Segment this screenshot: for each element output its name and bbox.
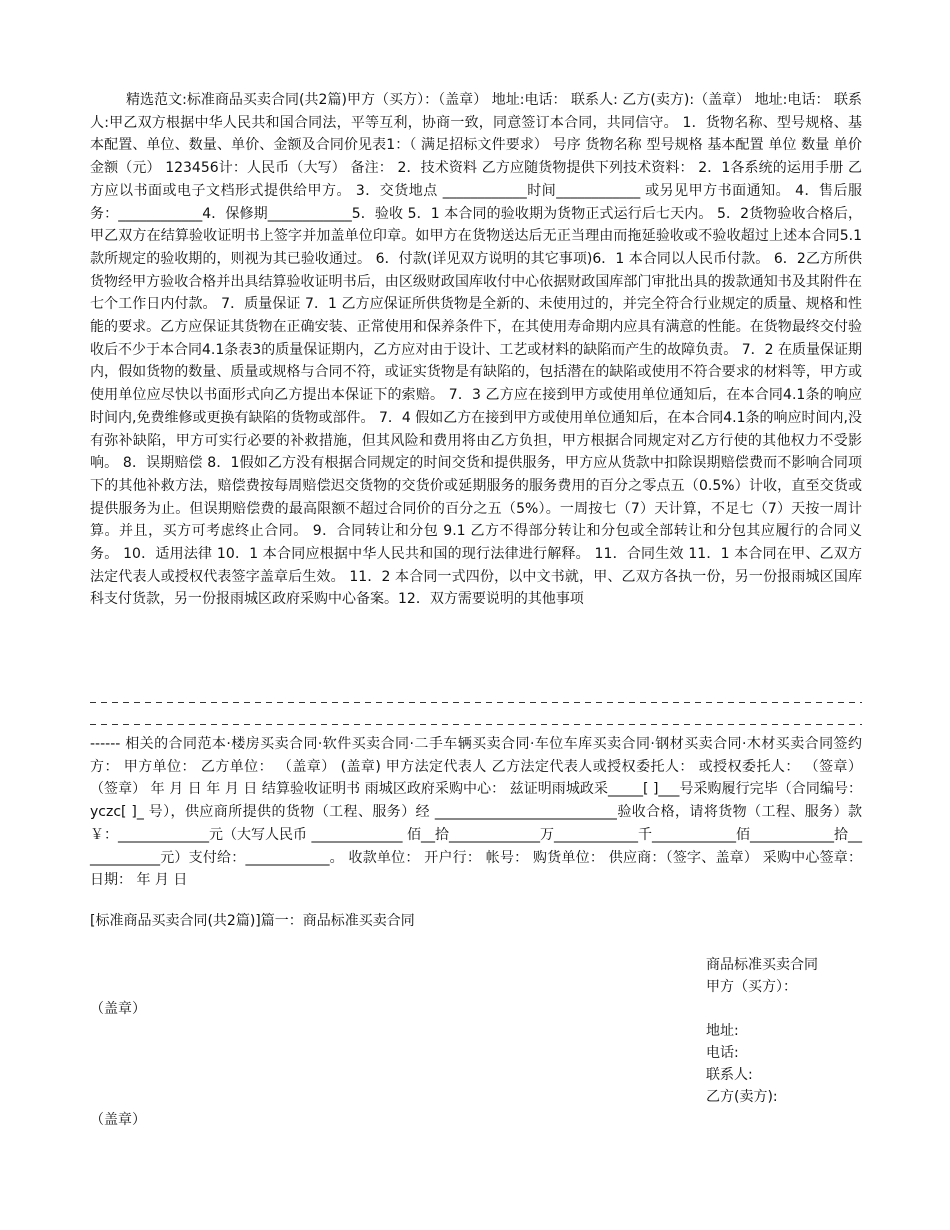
party-b-stamp: （盖章） [90, 1112, 146, 1128]
separator-tail: ------ [90, 736, 121, 752]
related-contracts-content: 相关的合同范本·楼房买卖合同·软件买卖合同·二手车辆买卖合同·车位车库买卖合同·钢材买卖合同·木材买卖合同签约方： 甲方单位： 乙方单位： （盖章） (盖章) 甲方法定代表人 乙方法定代表人或授权委托人： 或授权委托人： （签章） （签章） 年 月 日 年 月 日 结算验收证明书 雨城区政府采购中心： 兹证明雨城政采_____[ ]___号采购履行完毕（合同编号： yczc[ ]_ 号），供应商所提供的货物（工程、服务）经 __________________________验收合格，请将货物（工程、服务）款￥：_____________元（大写人民币 _____________ 佰__拾_____________万____________千____________佰____________拾____________元）支付给：____________。 收款单位： 开户行： 帐号： 购货单位： 供应商：（签字、盖章） 采购中心签章： 日期： 年 月 日 [90, 736, 862, 889]
dashed-separator-1 [90, 701, 862, 705]
dashed-separator-2 [90, 723, 862, 727]
party-a-stamp: （盖章） [90, 1001, 146, 1017]
article-title: [标准商品买卖合同(共2篇)]篇一：商品标准买卖合同 [90, 913, 415, 929]
contract-header-title: 商品标准买卖合同 [706, 957, 818, 973]
contact-label: 联系人: [706, 1067, 753, 1083]
party-b-label: 乙方(卖方): [706, 1089, 778, 1105]
address-label: 地址: [706, 1023, 739, 1039]
phone-label: 电话: [706, 1045, 739, 1061]
contract-body-text: 精选范文:标准商品买卖合同(共2篇)甲方（买方）：（盖章） 地址:电话： 联系人: 乙方(卖方):（盖章） 地址:电话： 联系人:甲乙双方根据中华人民共和国合同法，平等互利，协商一致，同意签订本合同，共同信守。 1．货物名称、型号规格、基本配置、单位、数量、单价、金额及合同价见表1：（ 满足招标文件要求） 号序 货物名称 型号规格 基本配置 单位 数量 单价 金额（元） 123456计：人民币（大写） 备注： 2．技术资料 乙方应随货物提供下列技术资料： 2．1各系统的运用手册 乙方应以书面或电子文档形式提供给甲方。 3．交货地点 ____________时间____________ 或另见甲方书面通知。 4．售后服务：____________4．保修期____________5．验收 5．1 本合同的验收期为货物正式运行后七天内。 5．2货物验收合格后，甲乙双方在结算验收证明书上签字并加盖单位印章。如甲方在货物送达后无正当理由而拖延验收或不验收超过上述本合同5.1款所规定的验收期的，则视为其已验收通过。 6．付款(详见双方说明的其它事项)6．1 本合同以人民币付款。 6．2乙方所供货物经甲方验收合格并出具结算验收证明书后，由区级财政国库收付中心依据财政国库部门审批出具的拨款通知书及其附件在七个工作日内付款。 7．质量保证 7．1 乙方应保证所供货物是全新的、未使用过的，并完全符合行业规定的质量、规格和性能的要求。乙方应保证其货物在正确安装、正常使用和保养条件下，在其使用寿命期内应具有满意的性能。在货物最终交付验收后不少于本合同4.1条表3的质量保证期内，乙方应对由于设计、工艺或材料的缺陷而产生的故障负责。 7．2 在质量保证期内，假如货物的数量、质量或规格与合同不符，或证实货物是有缺陷的，包括潜在的缺陷或使用不符合要求的材料等，甲方或使用单位应尽快以书面形式向乙方提出本保证下的索赔。 7．3 乙方应在接到甲方或使用单位通知后，在本合同4.1条的响应时间内,免费维修或更换有缺陷的货物或部件。 7．4 假如乙方在接到甲方或使用单位通知后，在本合同4.1条的响应时间内,没有弥补缺陷，甲方可实行必要的补救措施，但其风险和费用将由乙方负担，甲方根据合同规定对乙方行使的其他权力不受影响。 8．误期赔偿 8．1假如乙方没有根据合同规定的时间交货和提供服务，甲方应从货款中扣除误期赔偿费而不影响合同项下的其他补救方法，赔偿费按每周赔偿迟交货物的交货价或延期服务的服务费用的百分之零点五（0.5%）计收，直至交货或提供服务为止。但误期赔偿费的最高限额不超过合同价的百分之五（5%）。一周按七（7）天计算，不足七（7）天按一周计算。并且，买方可考虑终止合同。 9．合同转让和分包 9.1 乙方不得部分转让和分包或全部转让和分包其应履行的合同义务。 10．适用法律 10．1 本合同应根据中华人民共和国的现行法律进行解释。 11．合同生效 11．1 本合同在甲、乙双方法定代表人或授权代表签字盖章后生效。 11．2 本合同一式四份，以中文书就，甲、乙双方各执一份，另一份报雨城区国库科支付货款，另一份报雨城区政府采购中心备案。12．双方需要说明的其他事项 [90, 92, 862, 608]
party-a-label: 甲方（买方）： [706, 979, 797, 995]
related-contracts-text [90, 733, 862, 892]
